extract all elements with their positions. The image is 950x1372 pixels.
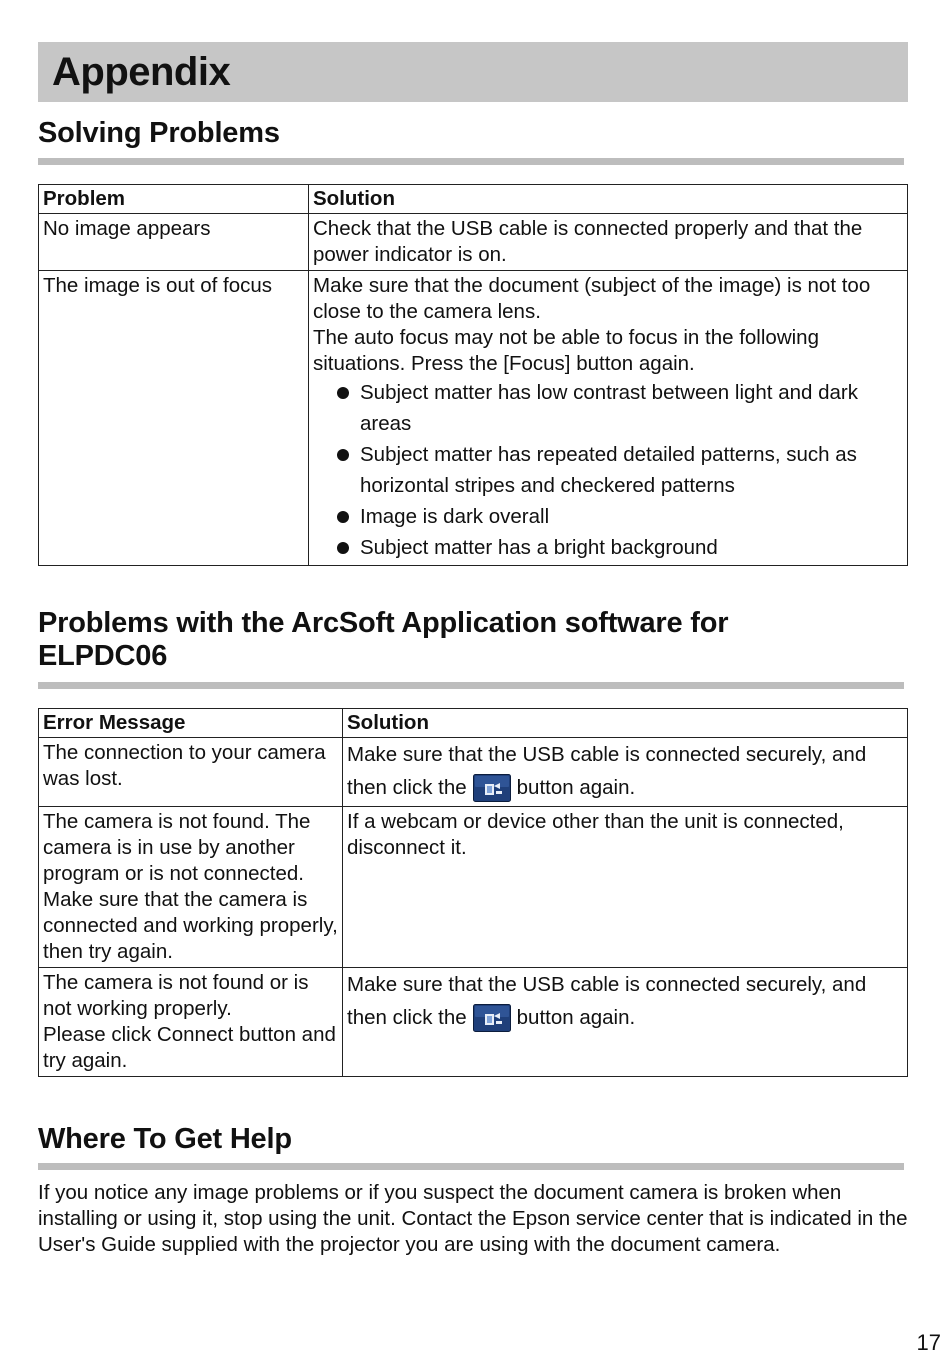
condition-list <box>313 377 903 563</box>
solving-problems-table <box>38 184 908 566</box>
table-row <box>39 968 908 1077</box>
bullet-icon <box>337 449 349 461</box>
solution-cell: If a webcam or device other than the unit is connected, disconnect it. <box>343 807 908 968</box>
solution-text: The auto focus may not be able to focus in the following situations. Press the [Focus] button again. <box>313 326 819 375</box>
section-title-arcsoft-problems: Problems with the ArcSoft Application software for ELPDC06 <box>38 607 729 672</box>
solution-cell: Check that the USB cable is connected properly and that the power indicator is on. <box>309 214 908 271</box>
column-header: Solution <box>343 709 908 738</box>
error-message-cell: The camera is not found. The camera is in use by another program or is not connected. Make sure that the camera is connected and working properly, then try again. <box>39 807 343 968</box>
list-item: Subject matter has repeated detailed patterns, such as horizontal stripes and checkered patterns <box>337 439 903 501</box>
column-header: Solution <box>309 185 908 214</box>
header-banner <box>38 42 908 102</box>
section-title-where-to-get-help: Where To Get Help <box>38 1123 292 1155</box>
table-row <box>39 271 908 566</box>
table-header-row <box>39 709 908 738</box>
column-header: Problem <box>39 185 309 214</box>
camera-connect-icon <box>473 774 511 802</box>
page-number: 17 <box>916 1330 941 1355</box>
list-item: Image is dark overall <box>337 501 903 532</box>
section-divider <box>38 158 904 165</box>
section-divider <box>38 682 904 689</box>
solution-cell: Make sure that the USB cable is connected securely, and then click the button again. <box>343 968 908 1077</box>
arcsoft-errors-table <box>38 708 908 1077</box>
error-message-cell: The connection to your camera was lost. <box>39 738 343 807</box>
problem-cell: No image appears <box>39 214 309 271</box>
list-item: Subject matter has low contrast between light and dark areas <box>337 377 903 439</box>
camera-connect-icon <box>473 1004 511 1032</box>
solution-text: Make sure that the document (subject of the image) is not too close to the camera lens. <box>313 274 871 323</box>
help-paragraph: If you notice any image problems or if you suspect the document camera is broken when installing or using it, stop using the unit. Contact the Epson service center that is indicated in the User's Guide supplied with the projector you are using with the document camera. <box>38 1181 908 1256</box>
bullet-icon <box>337 387 349 399</box>
section-divider <box>38 1163 904 1170</box>
error-message-cell: The camera is not found or is not working properly. Please click Connect button and try again. <box>39 968 343 1077</box>
section-title-solving-problems: Solving Problems <box>38 117 280 149</box>
bullet-icon <box>337 542 349 554</box>
solution-cell <box>309 271 908 566</box>
table-row <box>39 807 908 968</box>
table-header-row <box>39 185 908 214</box>
bullet-icon <box>337 511 349 523</box>
column-header: Error Message <box>39 709 343 738</box>
table-row <box>39 214 908 271</box>
list-item: Subject matter has a bright background <box>337 532 903 563</box>
problem-cell: The image is out of focus <box>39 271 309 566</box>
page-title: Appendix <box>52 50 231 94</box>
solution-cell: Make sure that the USB cable is connected securely, and then click the button again. <box>343 738 908 807</box>
table-row <box>39 738 908 807</box>
